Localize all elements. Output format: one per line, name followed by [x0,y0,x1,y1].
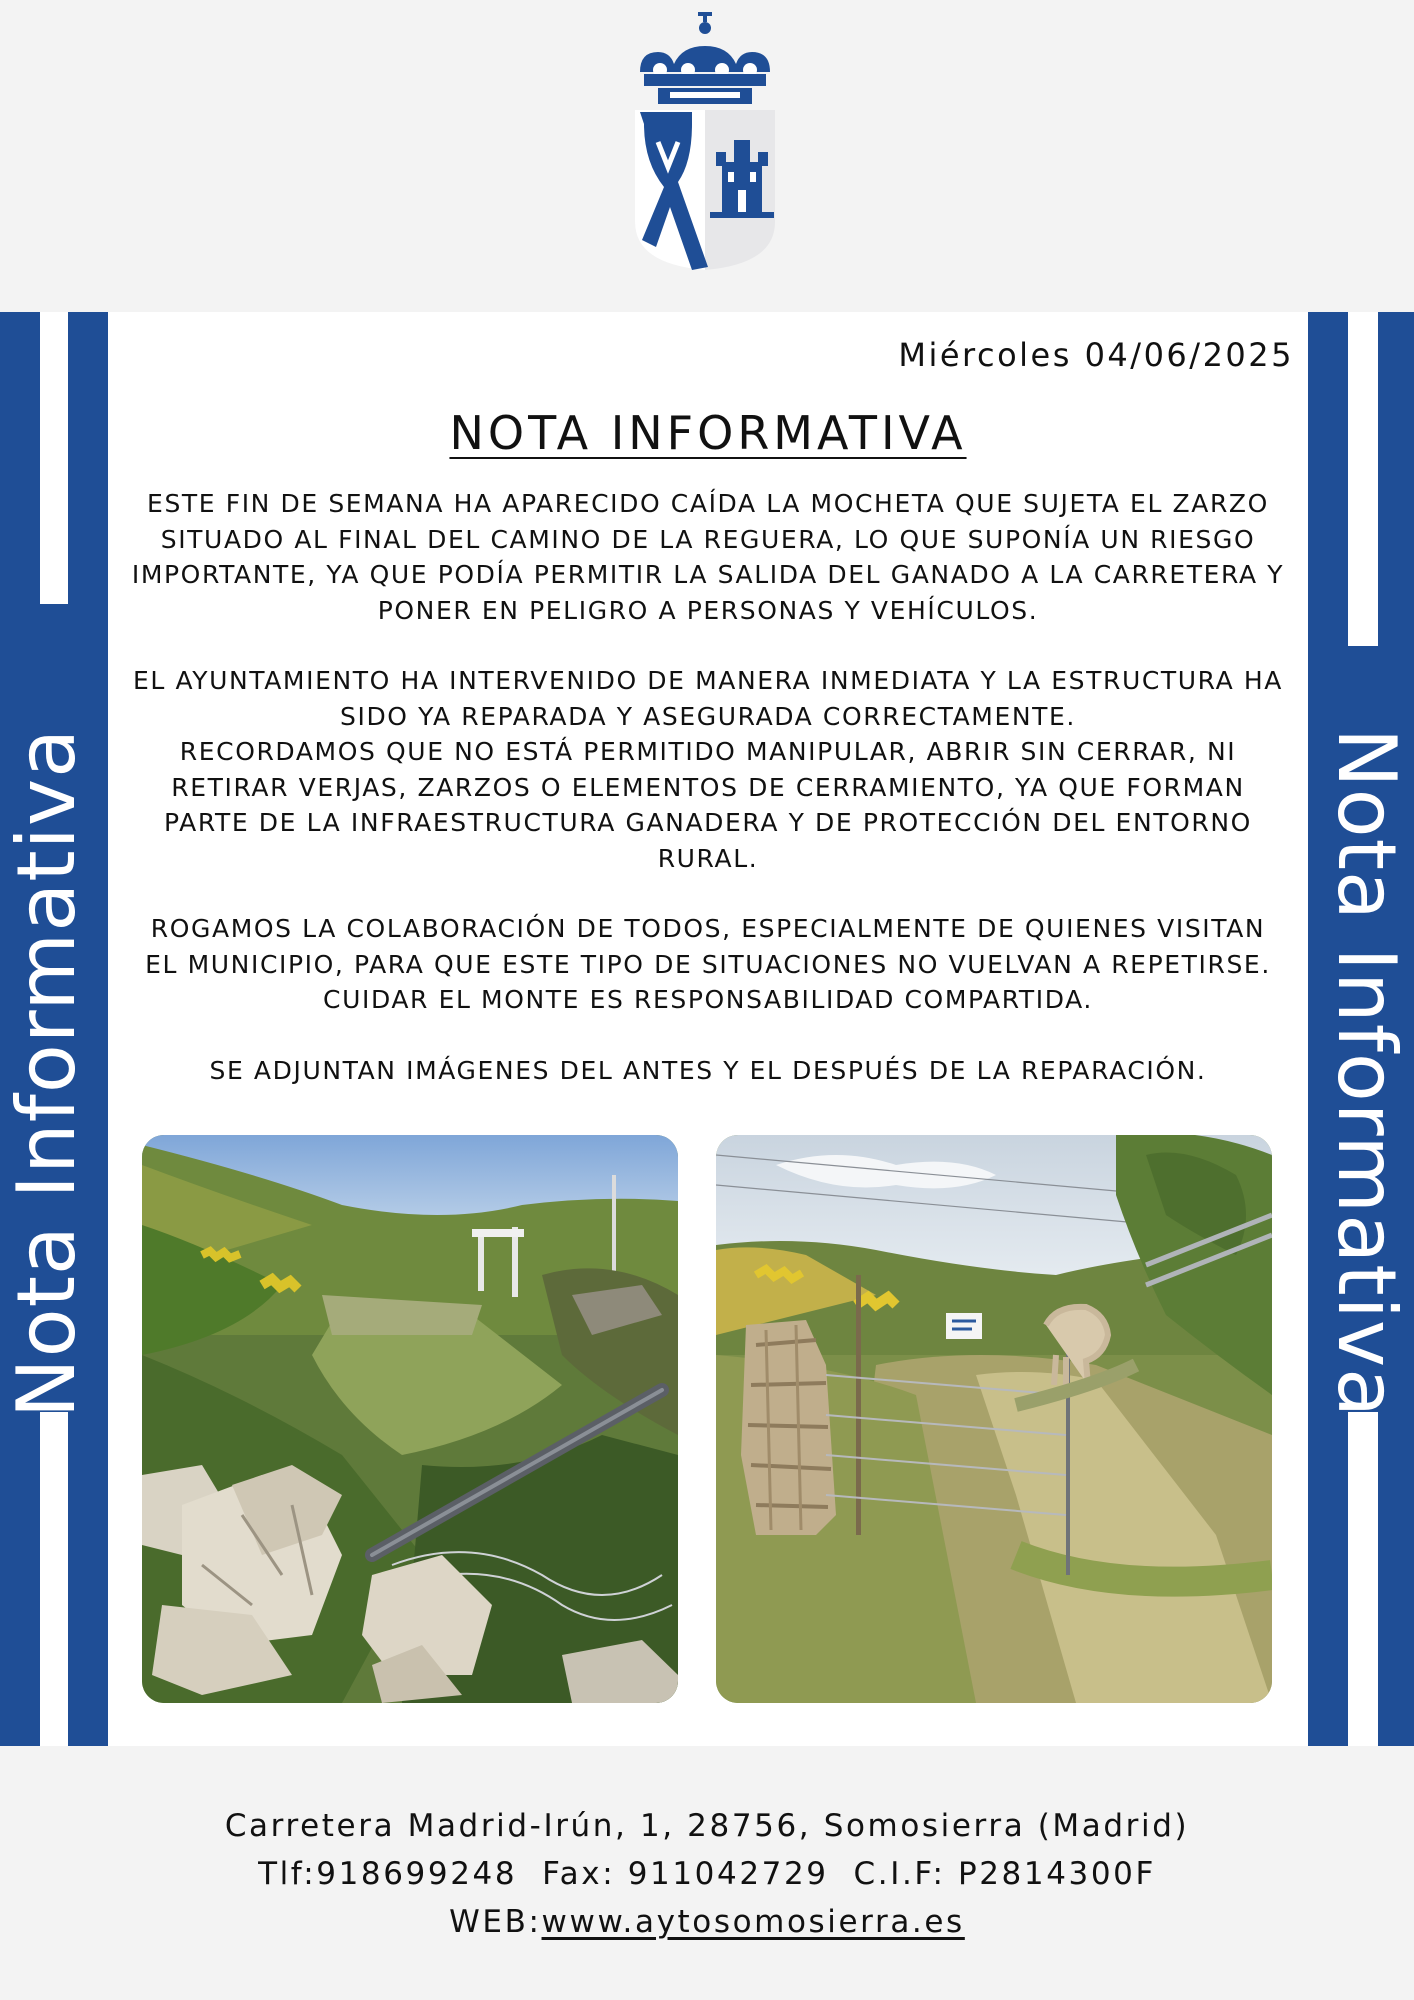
document-title [108,406,1308,460]
paragraph-repair: EL AYUNTAMIENTO HA INTERVENIDO DE MANERA INMEDIATA Y LA ESTRUCTURA HA SIDO YA REPARADA Y ASEGURADA CORRECTAMENTE. [133,666,1283,731]
paragraph-reminder: RECORDAMOS QUE NO ESTÁ PERMITIDO MANIPULAR, ABRIR SIN CERRAR, NI RETIRAR VERJAS, ZARZOS O ELEMENTOS DE CERRAMIENTO, YA QUE FORMAN PARTE DE LA INFRAESTRUCTURA GANADERA Y DE PROTECCIÓN DEL ENTORNO RURAL. [164,737,1252,873]
footer [0,1802,1414,1946]
footer-address: Carretera Madrid-Irún, 1, 28756, Somosierra (Madrid) [224,1808,1190,1844]
footer-contact: Tlf:918699248 Fax: 911042729 C.I.F: P2814300F [258,1856,1156,1892]
document-title-text: NOTA INFORMATIVA [449,406,967,460]
paragraph-attachments: SE ADJUNTAN IMÁGENES DEL ANTES Y EL DESPUÉS DE LA REPARACIÓN. [209,1055,1207,1085]
footer-web-link[interactable]: www.aytosomosierra.es [541,1904,965,1940]
right-bar-stripe-bottom [1348,1412,1378,1746]
left-bar-stripe-top [40,312,68,604]
document-date: Miércoles 04/06/2025 [898,336,1294,374]
fallen-stone-post-photo-icon [142,1135,678,1703]
photo-after-repair [716,1135,1272,1703]
right-bar-stripe-top [1348,312,1378,646]
coat-of-arms-logo [630,12,780,272]
document-body [130,486,1286,1123]
left-bar-stripe-bottom [40,1412,68,1746]
footer-web [0,1898,1414,1946]
photo-before-repair [142,1135,678,1703]
paragraph-collaboration: ROGAMOS LA COLABORACIÓN DE TODOS, ESPECIALMENTE DE QUIENES VISITAN EL MUNICIPIO, PARA QUE ESTE TIPO DE SITUACIONES NO VUELVAN A REPETIRSE. CUIDAR EL MONTE ES RESPONSABILIDAD COMPARTIDA. [145,914,1271,1014]
repaired-stone-post-photo-icon [716,1135,1272,1703]
footer-web-prefix: WEB: [449,1904,542,1940]
left-side-label: Nota Informativa [0,727,93,1419]
right-side-label: Nota Informativa [1320,727,1413,1419]
paragraph-incident: ESTE FIN DE SEMANA HA APARECIDO CAÍDA LA MOCHETA QUE SUJETA EL ZARZO SITUADO AL FINAL DEL CAMINO DE LA REGUERA, LO QUE SUPONÍA UN RIESGO IMPORTANTE, YA QUE PODÍA PERMITIR LA SALIDA DEL GANADO A LA CARRETERA Y PONER EN PELIGRO A PERSONAS Y VEHÍCULOS. [131,489,1285,625]
